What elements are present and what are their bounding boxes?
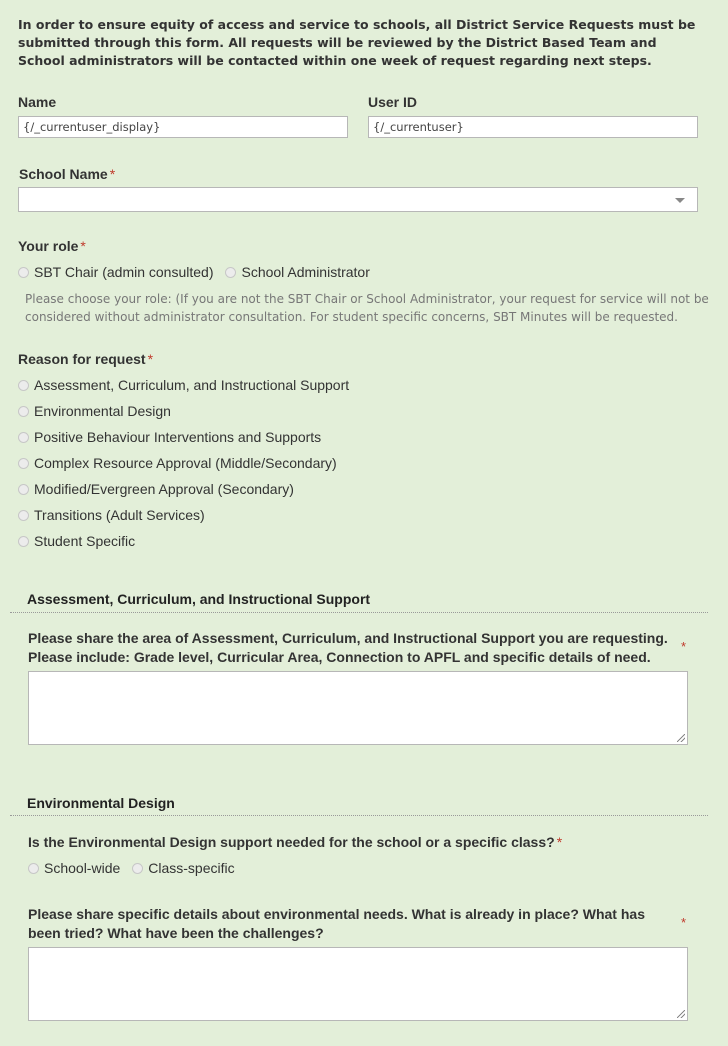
scope-radio-school-wide[interactable]	[28, 863, 39, 874]
environmental-details-question: Please share specific details about environmental needs. What is already in place? What has been tried? What have been the challenges?	[28, 906, 645, 941]
reason-option-label[interactable]: Complex Resource Approval (Middle/Secondary)	[34, 455, 337, 471]
reason-radio[interactable]	[18, 510, 29, 521]
required-marker: *	[681, 915, 687, 930]
assessment-details-textarea[interactable]	[28, 671, 688, 745]
section-divider	[10, 815, 708, 816]
reason-option-label[interactable]: Transitions (Adult Services)	[34, 507, 205, 523]
reason-option[interactable]	[18, 403, 171, 419]
resize-handle-icon[interactable]	[677, 734, 685, 742]
user-id-label: User ID	[368, 94, 418, 110]
reason-radio[interactable]	[18, 458, 29, 469]
section-title-environmental: Environmental Design	[27, 795, 175, 811]
chevron-down-icon	[675, 198, 685, 203]
role-radio-sbt-chair[interactable]	[18, 267, 29, 278]
required-marker: *	[80, 238, 86, 254]
role-options	[18, 264, 370, 280]
required-marker: *	[147, 351, 154, 367]
reason-option-label[interactable]: Environmental Design	[34, 403, 171, 419]
reason-option[interactable]	[18, 481, 294, 497]
reason-option-label[interactable]: Positive Behaviour Interventions and Supports	[34, 429, 322, 445]
reason-label	[18, 351, 153, 367]
reason-option[interactable]	[18, 455, 337, 471]
reason-option-label[interactable]: Assessment, Curriculum, and Instructional Support	[34, 377, 350, 393]
reason-label-text: Reason for request	[18, 351, 146, 367]
reason-radio[interactable]	[18, 536, 29, 547]
scope-radio-class-specific[interactable]	[132, 863, 143, 874]
scope-option-school-wide[interactable]: School-wide	[44, 860, 121, 876]
intro-text: In order to ensure equity of access and service to schools, all District Service Requests must be submitted through this form. All requests will be reviewed by the District Based Team and School administrators will be contacted within one week of request regarding next steps.	[18, 17, 696, 68]
school-name-label	[19, 166, 115, 182]
role-label	[18, 238, 86, 254]
required-marker: *	[681, 639, 687, 654]
reason-option[interactable]	[18, 533, 135, 549]
role-hint: Please choose your role: (If you are not the SBT Chair or School Administrator, your request for service will not be considered without administrator consultation. For student specific concerns, SBT Minutes will be requested.	[25, 292, 709, 324]
reason-radio[interactable]	[18, 406, 29, 417]
reason-option[interactable]	[18, 429, 321, 445]
reason-option[interactable]	[18, 507, 205, 523]
section-divider	[10, 612, 708, 613]
reason-option-label[interactable]: Student Specific	[34, 533, 136, 549]
assessment-question: Please share the area of Assessment, Curriculum, and Instructional Support you are requesting. Please include: Grade level, Curricular Area, Connection to APFL and specific details of need.	[28, 630, 668, 665]
school-name-label-text: School Name	[19, 166, 108, 182]
reason-radio[interactable]	[18, 484, 29, 495]
name-input[interactable]: {/_currentuser_display}	[18, 116, 348, 138]
school-name-select[interactable]	[18, 187, 698, 212]
resize-handle-icon[interactable]	[677, 1010, 685, 1018]
reason-radio[interactable]	[18, 432, 29, 443]
environmental-scope-question	[28, 833, 668, 852]
section-title-assessment: Assessment, Curriculum, and Instructional Support	[27, 591, 371, 607]
role-label-text: Your role	[18, 238, 79, 254]
scope-option-class-specific[interactable]: Class-specific	[148, 860, 235, 876]
reason-option[interactable]	[18, 377, 349, 393]
environmental-scope-question-text: Is the Environmental Design support needed for the school or a specific class?	[28, 834, 555, 850]
reason-radio[interactable]	[18, 380, 29, 391]
role-option-sbt-chair[interactable]: SBT Chair (admin consulted)	[34, 264, 214, 280]
name-label: Name	[18, 94, 57, 110]
reason-option-label[interactable]: Modified/Evergreen Approval (Secondary)	[34, 481, 294, 497]
user-id-input[interactable]: {/_currentuser}	[368, 116, 698, 138]
role-radio-school-admin[interactable]	[225, 267, 236, 278]
scope-options	[28, 860, 235, 876]
required-marker: *	[109, 166, 116, 182]
environmental-details-textarea[interactable]	[28, 947, 688, 1021]
required-marker: *	[556, 834, 563, 850]
role-option-school-admin[interactable]: School Administrator	[241, 264, 370, 280]
